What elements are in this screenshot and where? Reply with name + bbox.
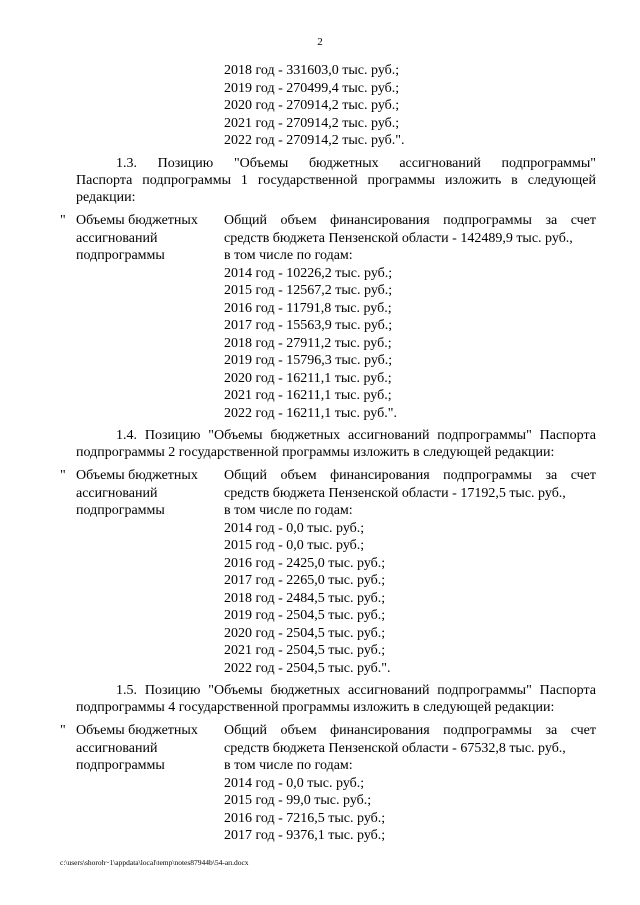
file-path-footer: c:\users\shoroh~1\appdata\local\temp\notes87944b\54-ап.docx — [60, 858, 249, 867]
intro-line: подпрограммы 4 государственной программы изложить в следующей редакции: — [76, 700, 555, 715]
intro-line: Паспорта подпрограммы 1 государственной программы изложить в следующей — [76, 173, 596, 188]
label-line: подпрограммы — [76, 503, 165, 518]
intro-line: 1.5. Позицию "Объемы бюджетных ассигнований подпрограммы" Паспорта — [116, 683, 596, 698]
year-line: 2022 год - 2504,5 тыс. руб.". — [224, 660, 391, 676]
year-line: 2015 год - 12567,2 тыс. руб.; — [224, 283, 393, 298]
description-line: в том числе по годам: — [224, 758, 353, 773]
intro-line: редакции: — [76, 190, 136, 205]
year-line: 2019 год - 270499,4 тыс. руб.; — [224, 80, 400, 96]
year-line: 2016 год - 7216,5 тыс. руб.; — [224, 810, 386, 826]
label-line: ассигнований — [76, 740, 158, 756]
year-line: 2020 год - 16211,1 тыс. руб.; — [224, 370, 392, 386]
description-line: в том числе по годам: — [224, 248, 353, 263]
label-line: подпрограммы — [76, 758, 165, 773]
year-line: 2020 год - 270914,2 тыс. руб.; — [224, 98, 400, 113]
description-line: Общий объем финансирования подпрограммы за счет — [224, 213, 596, 228]
year-line: 2017 год - 15563,9 тыс. руб.; — [224, 318, 393, 333]
description-line: средств бюджета Пензенской области - 142489,9 тыс. руб., — [224, 230, 573, 246]
year-line: 2014 год - 0,0 тыс. руб.; — [224, 775, 365, 791]
section-1-3-label — [76, 212, 216, 265]
label-line: Объемы бюджетных — [76, 468, 198, 483]
year-line: 2018 год - 331603,0 тыс. руб.; — [224, 63, 400, 78]
label-line: Объемы бюджетных — [76, 213, 198, 228]
year-line: 2014 год - 0,0 тыс. руб.; — [224, 520, 365, 536]
year-line: 2019 год - 15796,3 тыс. руб.; — [224, 353, 393, 368]
year-line: 2021 год - 270914,2 тыс. руб.; — [224, 115, 400, 131]
year-line: 2015 год - 0,0 тыс. руб.; — [224, 538, 365, 553]
intro-line: 1.4. Позицию "Объемы бюджетных ассигнований подпрограммы" Паспорта — [116, 428, 596, 443]
year-line: 2018 год - 27911,2 тыс. руб.; — [224, 335, 392, 351]
page-number: 2 — [317, 36, 323, 48]
year-line: 2022 год - 16211,1 тыс. руб.". — [224, 405, 397, 421]
description-line: средств бюджета Пензенской области - 67532,8 тыс. руб., — [224, 740, 566, 756]
description-line: Общий объем финансирования подпрограммы за счет — [224, 468, 596, 483]
section-1-4-label — [76, 467, 216, 520]
label-line: подпрограммы — [76, 248, 165, 263]
year-line: 2021 год - 16211,1 тыс. руб.; — [224, 388, 392, 403]
year-line: 2015 год - 99,0 тыс. руб.; — [224, 793, 372, 808]
label-line: ассигнований — [76, 230, 158, 246]
label-line: ассигнований — [76, 485, 158, 501]
label-line: Объемы бюджетных — [76, 723, 198, 738]
quote-mark: " — [60, 468, 66, 483]
section-1-4-intro — [76, 427, 596, 461]
section-1-3-funding — [224, 212, 596, 422]
section-1-5-intro — [76, 682, 596, 716]
section-1-5-funding — [224, 722, 596, 845]
year-line: 2016 год - 2425,0 тыс. руб.; — [224, 555, 386, 571]
year-line: 2019 год - 2504,5 тыс. руб.; — [224, 608, 386, 623]
year-line: 2016 год - 11791,8 тыс. руб.; — [224, 300, 392, 316]
section-1-4-funding — [224, 467, 596, 677]
intro-line: подпрограммы 2 государственной программы изложить в следующей редакции: — [76, 445, 555, 460]
description-line: средств бюджета Пензенской области - 17192,5 тыс. руб., — [224, 485, 566, 501]
year-line: 2014 год - 10226,2 тыс. руб.; — [224, 265, 393, 281]
description-line: в том числе по годам: — [224, 503, 353, 518]
year-line: 2021 год - 2504,5 тыс. руб.; — [224, 643, 386, 658]
section-1-5-label — [76, 722, 216, 775]
quote-mark: " — [60, 213, 66, 228]
description-line: Общий объем финансирования подпрограммы за счет — [224, 723, 596, 738]
year-line: 2017 год - 9376,1 тыс. руб.; — [224, 828, 386, 843]
year-line: 2022 год - 270914,2 тыс. руб.". — [224, 133, 405, 148]
year-line: 2017 год - 2265,0 тыс. руб.; — [224, 573, 386, 588]
year-line: 2020 год - 2504,5 тыс. руб.; — [224, 625, 386, 641]
section-1-3-intro — [76, 155, 596, 206]
intro-line: 1.3. Позицию "Объемы бюджетных ассигнований подпрограммы" — [116, 156, 596, 171]
year-line: 2018 год - 2484,5 тыс. руб.; — [224, 590, 386, 606]
quote-mark: " — [60, 723, 66, 738]
top-year-list — [224, 62, 404, 150]
